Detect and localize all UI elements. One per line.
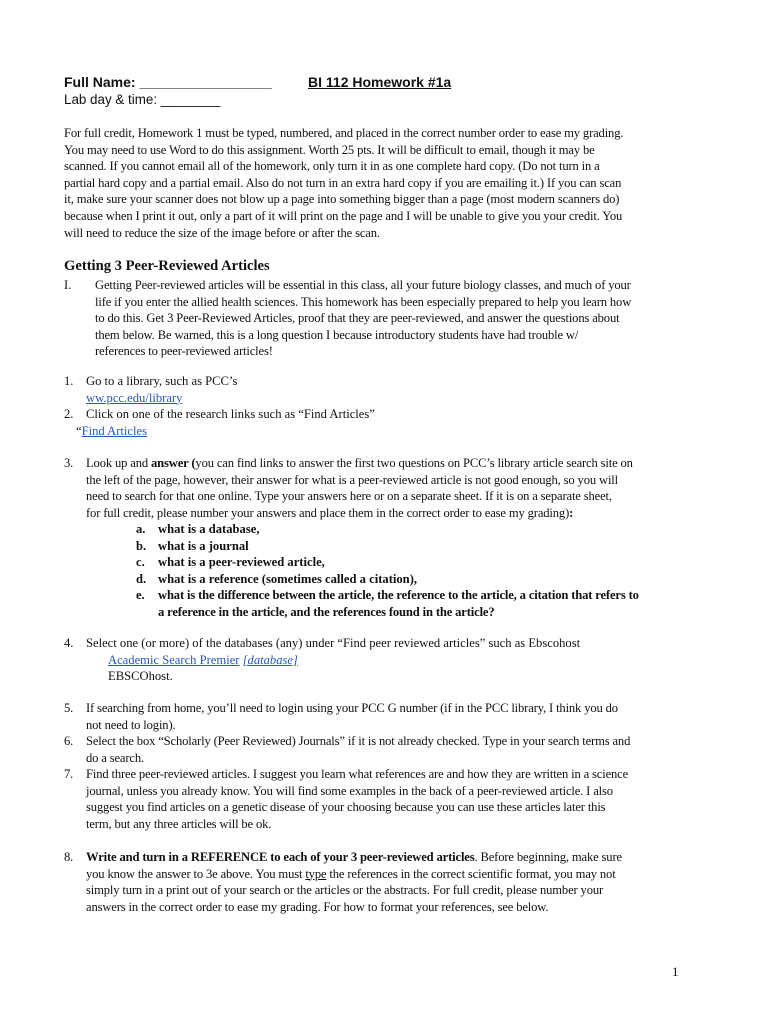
roman-line: references to peer-reviewed articles!	[95, 344, 273, 359]
step-text: you know the answer to 3e above. You must	[86, 866, 306, 881]
database-link[interactable]: [database]	[242, 652, 298, 667]
step-text: the references in the correct scientific format, you may not	[326, 866, 616, 881]
sub-item-b	[136, 538, 716, 555]
step-lead-paren: (	[188, 456, 196, 470]
sub-item-c	[136, 554, 716, 571]
intro-line: You may need to use Word to do this assignment. Worth 25 pts. It will be difficult to email, though it may be	[64, 142, 595, 157]
sub-text: what is a journal	[158, 538, 249, 553]
intro-line: scanned. If you cannot email all of the homework, only turn it in as one complete hard copy. (Do not turn in a	[64, 159, 600, 174]
step-text: Click on one of the research links such as “Find Articles”	[86, 407, 375, 421]
step-line: answers in the correct order to ease my grading. For how to format your references, see below.	[86, 899, 549, 914]
document-title: BI 112 Homework #1a	[308, 74, 452, 90]
library-link[interactable]: ww.pcc.edu/library	[86, 390, 183, 405]
step-number: 2.	[64, 407, 74, 421]
sub-letter: c.	[136, 555, 145, 570]
step-line: simply turn in a print out of your search or the articles or the abstracts. For full credit, please number your	[86, 883, 604, 898]
step-line: Find three peer-reviewed articles. I suggest you learn what references are and how they are written in a science	[86, 767, 629, 781]
sub-text-continued: a reference in the article, and the references found in the article?	[158, 604, 495, 619]
step-text: Go to a library, such as PCC’s	[86, 374, 238, 388]
step-line: the left of the page, however, their answer for what is a peer-reviewed article is not good enough, so you will	[86, 472, 618, 487]
sub-letter: d.	[136, 571, 147, 586]
intro-line: will need to reduce the size of the image before or after the scan.	[64, 225, 380, 240]
step-6	[64, 733, 710, 766]
roman-paragraph	[95, 277, 715, 360]
step-number: 1.	[64, 374, 74, 388]
sub-text: what is the difference between the article, the reference to the article, a citation that refers to	[158, 588, 639, 603]
step-after-text: EBSCOhost.	[108, 669, 173, 684]
roman-line: life if you enter the allied health sciences. This homework has been especially prepared to help you learn how	[95, 294, 632, 309]
roman-numeral: I.	[64, 278, 72, 292]
step-7	[64, 766, 710, 832]
lab-day-label: Lab day & time: ________	[64, 92, 221, 107]
step-number: 3.	[64, 456, 74, 470]
full-name-label: Full Name: _________________	[64, 74, 272, 90]
step-line: suggest you find articles on a genetic disease of your choosing because you can use these articles later this	[86, 800, 606, 815]
intro-paragraph	[64, 125, 714, 241]
step-underlined-text: type	[305, 866, 327, 881]
roman-line: Getting Peer-reviewed articles will be essential in this class, all your future biology classes, and much of your	[95, 278, 631, 292]
step-line: for full credit, please number your answers and place them in the correct order to ease my grading)	[86, 505, 570, 520]
step-bold-text: Write and turn in a REFERENCE to each of your 3 peer-reviewed articles	[86, 850, 475, 864]
step-line: If searching from home, you’ll need to login using your PCC G number (if in the PCC library, I think you do	[86, 701, 618, 715]
sub-item-a	[136, 521, 716, 538]
sub-item-d	[136, 571, 716, 588]
academic-search-premier-link[interactable]: Academic Search Premier	[108, 652, 240, 667]
step-line: term, but any three articles will be ok.	[86, 816, 272, 831]
intro-line: For full credit, Homework 1 must be typed, numbered, and placed in the correct number order to ease my grading.	[64, 126, 624, 140]
step-line: journal, unless you already know. You will find some examples in the back of a peer-reviewed article. I also	[86, 783, 613, 798]
sub-letter: a.	[136, 522, 146, 536]
step-line: not need to login).	[86, 717, 176, 732]
roman-line: them below. Be warned, this is a long question I because introductory students have had trouble w/	[95, 327, 579, 342]
step-line: do a search.	[86, 750, 144, 765]
sub-text: what is a reference (sometimes called a citation),	[158, 571, 418, 586]
step-number: 4.	[64, 636, 74, 650]
step-1	[64, 373, 710, 406]
step-lead-bold: answer	[151, 456, 189, 470]
step-number: 6.	[64, 734, 74, 748]
sub-text: what is a database,	[158, 522, 260, 536]
step-lead: Look up and	[86, 456, 152, 470]
sub-letter: e.	[136, 588, 145, 603]
step-8	[64, 849, 710, 915]
step-line: need to search for that one online. Type your answers here or on a separate sheet. If it is on a separate sheet,	[86, 489, 612, 504]
sub-text: what is a peer-reviewed article,	[158, 555, 325, 570]
step-2	[64, 406, 710, 439]
intro-line: partial hard copy and a partial email. Also do not turn in an extra hard copy if you are emailing it.) If you can scan	[64, 175, 622, 190]
find-articles-link[interactable]: Find Articles	[81, 423, 148, 438]
step-text: Select one (or more) of the databases (any) under “Find peer reviewed articles” such as Ebscohost	[86, 636, 581, 650]
step-number: 7.	[64, 767, 74, 781]
intro-line: it, make sure your scanner does not blow up a page into something bigger than a page (most modern scanners do)	[64, 192, 620, 207]
step-5	[64, 700, 710, 733]
step-colon: :	[569, 505, 574, 520]
sub-letter: b.	[136, 538, 147, 553]
step-4	[64, 635, 710, 685]
step-3	[64, 455, 710, 521]
quote-mark: “	[76, 423, 82, 438]
section-title: Getting 3 Peer-Reviewed Articles	[64, 258, 270, 274]
intro-line: because when I print it out, only a part of it will print on the page and I will be unable to give you your credit. You	[64, 208, 623, 223]
step-text: . Before beginning, make sure	[474, 850, 622, 864]
roman-line: to do this. Get 3 Peer-Reviewed Articles, proof that they are peer-reviewed, and answer the questions about	[95, 311, 620, 326]
step-line: you can find links to answer the first two questions on PCC’s library article search site on	[195, 456, 633, 470]
step-number: 8.	[64, 850, 74, 864]
step-line: Select the box “Scholarly (Peer Reviewed) Journals” if it is not already checked. Type in your search terms and	[86, 734, 631, 748]
sub-item-e	[136, 587, 716, 620]
page-number: 1	[672, 964, 679, 979]
step-number: 5.	[64, 701, 74, 715]
